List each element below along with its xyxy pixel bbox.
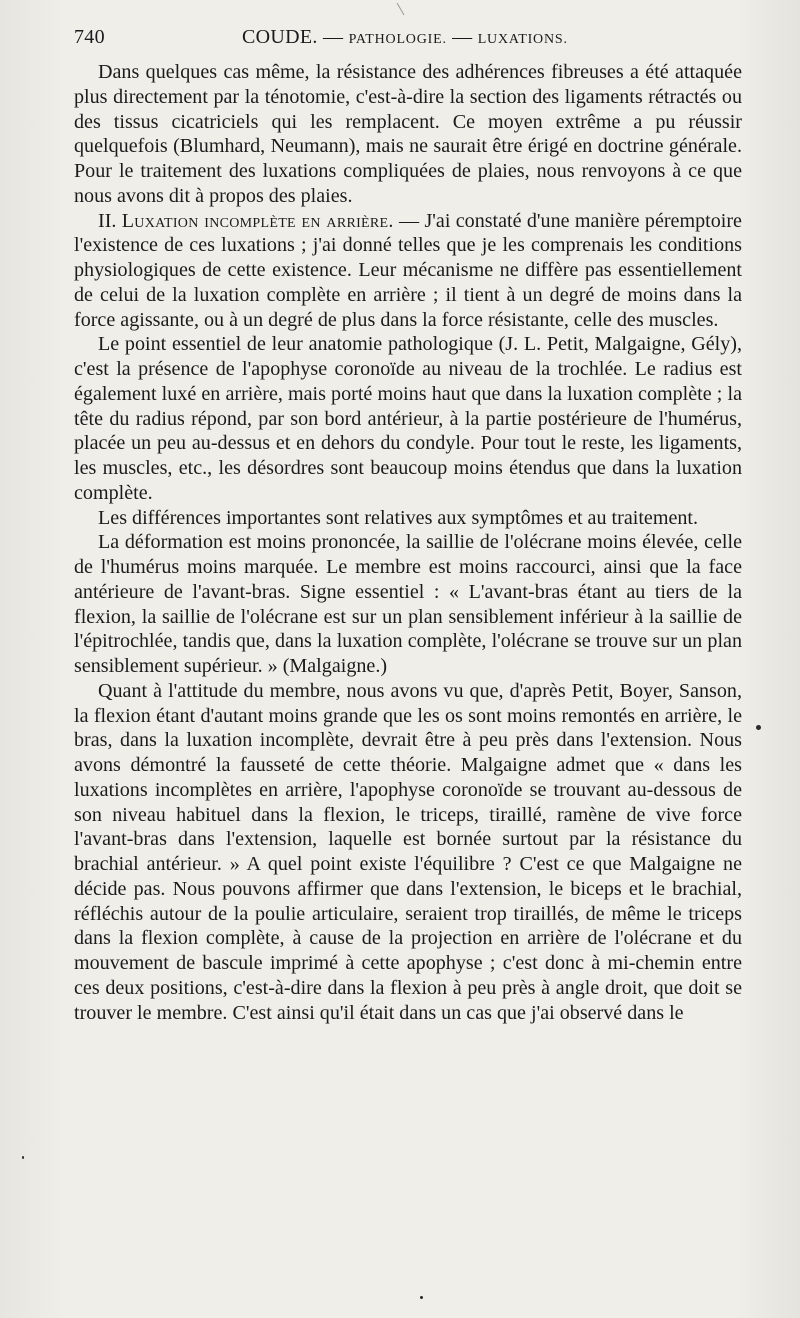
paragraph-section-heading xyxy=(74,209,742,333)
paragraph: Quant à l'attitude du membre, nous avons vu que, d'après Petit, Boyer, Sanson, la flexion étant d'autant moins grande que les os sont moins remontés en arrière, le bras, dans la luxation incomplète, devrait être à peu près dans l'extension. Nous avons démontré la fausseté de cette théorie. Malgaigne admet que « dans les luxations incomplètes en arrière, l'apophyse coronoïde se trouvant au-dessous de son niveau habituel dans la flexion, le triceps, tiraillé, ramène de vive force l'avant-bras dans l'extension, laquelle est bornée surtout par la résistance du brachial antérieur. » A quel point existe l'équilibre ? C'est ce que Malgaigne ne décide pas. Nous pouvons affirmer que dans l'extension, le biceps et le brachial, réfléchis autour de la poulie articulaire, seraient trop tiraillés, de même le triceps dans la flexion complète, à cause de la projection en arrière de l'olécrane et du mouvement de bascule imprimé à cette apophyse ; c'est donc à mi-chemin entre ces deux positions, c'est-à-dire dans la flexion à peu près à angle droit, que doit se trouver le membre. C'est ainsi qu'il était dans un cas que j'ai observé dans le xyxy=(74,679,742,1024)
running-header xyxy=(74,26,742,56)
paragraph: Les différences importantes sont relatives aux symptômes et au traitement. xyxy=(98,506,699,529)
section-heading: Luxation incomplète en arrière. xyxy=(121,209,394,232)
paragraph: La déformation est moins prononcée, la saillie de l'olécrane moins élevée, celle de l'humérus moins marquée. Le membre est moins raccourci, ainsi que la face antérieure de l'avant-bras. Signe essentiel : « L'avant-bras étant au tiers de la flexion, la saillie de l'olécrane est sur un plan sensiblement inférieur à la saillie de l'épitrochlée, tandis que, dans la luxation complète, l'olécrane se trouve sur un plan sensiblement supérieur. » (Malgaigne.) xyxy=(74,531,742,677)
body-text xyxy=(74,60,742,1025)
running-title xyxy=(242,26,568,49)
scan-mark xyxy=(397,3,405,16)
paragraph-text: J'ai constaté d'une manière péremptoire l'existence de ces luxations ; j'ai donné telles que je les comprenais les conditions physiologiques de cette existence. Leur mécanisme ne diffère pas essentiellement de celui de la luxation complète en arrière ; il tient à un degré de moins dans la force agissante, ou à un degré de plus dans la force résistante, celle des muscles. xyxy=(74,209,742,331)
paragraph: Dans quelques cas même, la résistance des adhérences fibreuses a été attaquée plus directement par la ténotomie, c'est-à-dire la section des ligaments rétractés ou des tissus cicatriciels qui les remplacent. Ce moyen extrême a pu réussir quelquefois (Blumhard, Neumann), mais ne saurait être érigé en doctrine générale. Pour le traitement des luxations compliquées de plaies, nous renvoyons à ce que nous avons dit à propos des plaies. xyxy=(74,61,742,207)
chapter-title: COUDE. xyxy=(242,26,318,48)
ink-speck xyxy=(756,725,761,730)
heading-dash: — xyxy=(399,209,420,232)
subsection-title: LUXATIONS. xyxy=(477,32,568,47)
page-number: 740 xyxy=(74,26,105,48)
title-separator: — xyxy=(323,26,344,48)
title-separator: — xyxy=(452,26,473,48)
section-title: PATHOLOGIE. xyxy=(348,32,447,47)
paragraph: Le point essentiel de leur anatomie pathologique (J. L. Petit, Malgaigne, Gély), c'est la présence de l'apophyse coronoïde au niveau de la trochlée. Le radius est également luxé en arrière, mais porté moins haut que dans la luxation complète ; la tête du radius répond, par son bord antérieur, à la partie postérieure de l'humérus, placée un peu au-dessus et en dehors du condyle. Pour tout le reste, les ligaments, les muscles, etc., les désordres sont beaucoup moins étendus que dans la luxation complète. xyxy=(74,333,742,504)
ink-speck xyxy=(420,1296,423,1299)
ink-speck xyxy=(22,1156,24,1159)
section-number: II. xyxy=(98,209,117,232)
